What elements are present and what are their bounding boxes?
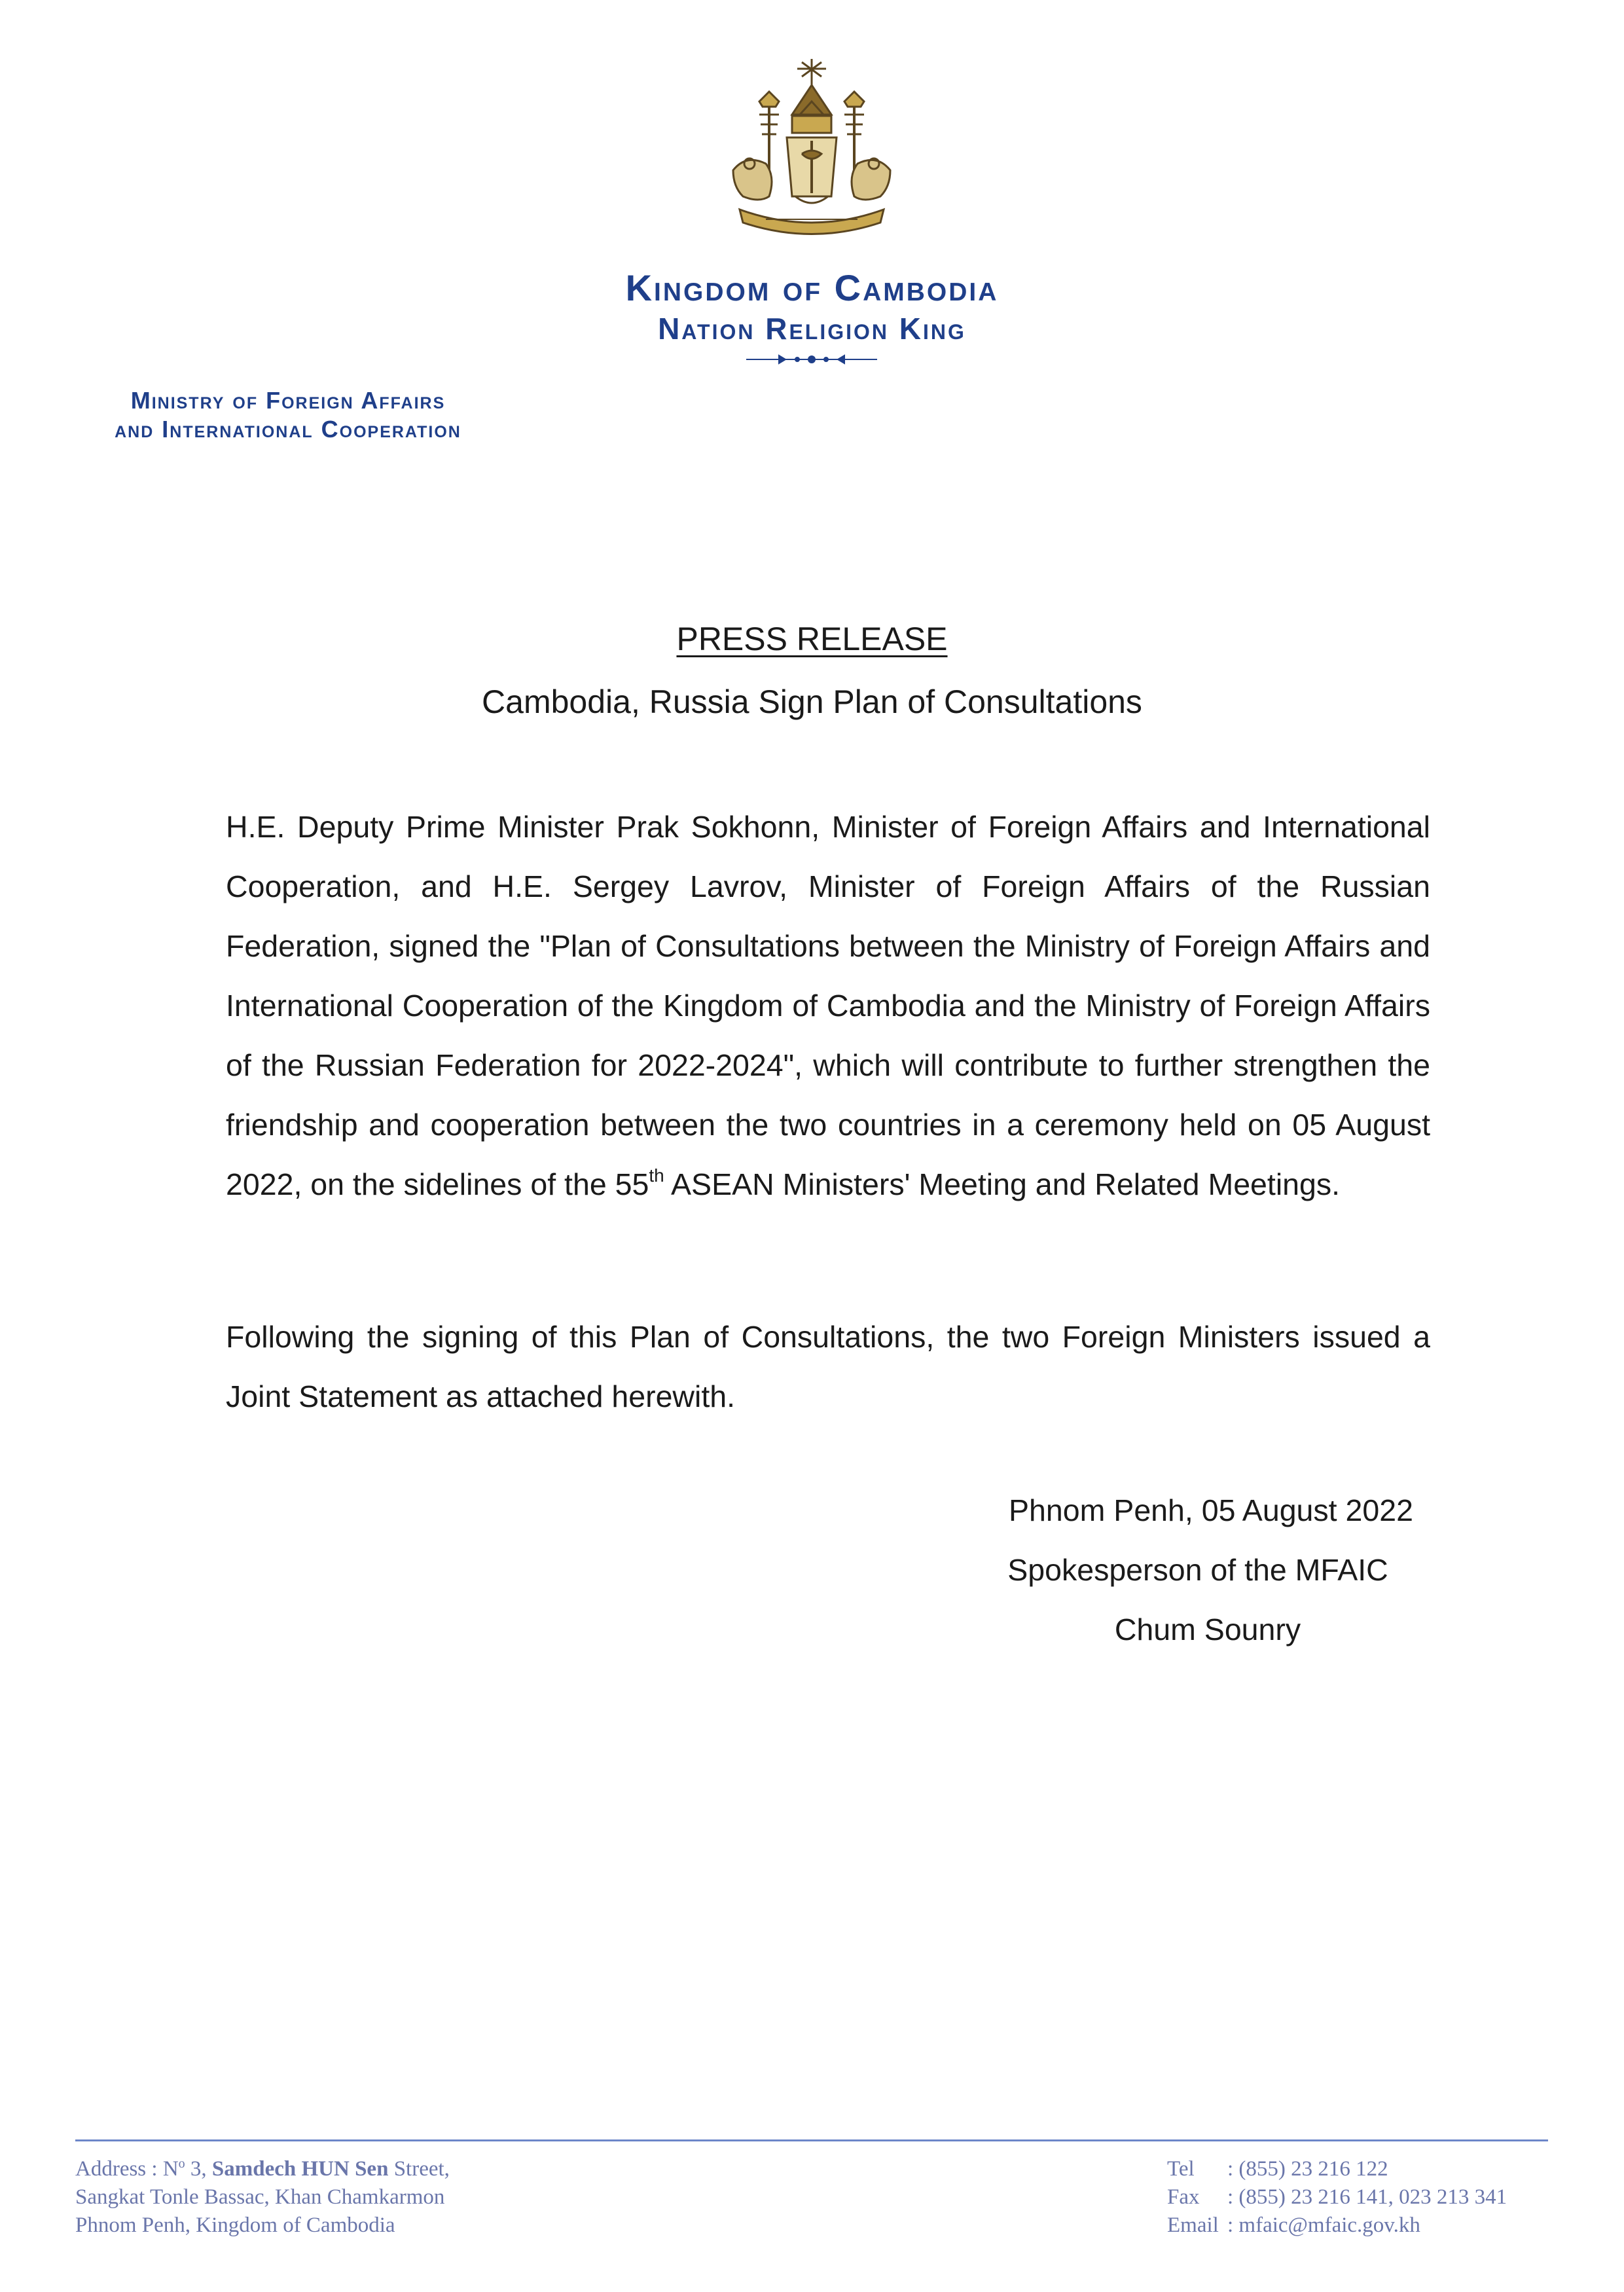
ordinal-suffix: th bbox=[649, 1165, 664, 1186]
ministry-name-line2: and International Cooperation bbox=[115, 416, 461, 443]
ornament-divider-icon bbox=[740, 352, 884, 367]
fax-label: Fax bbox=[1167, 2185, 1200, 2209]
signature-place-date: Phnom Penh, 05 August 2022 bbox=[1009, 1493, 1413, 1527]
footer-contact bbox=[1167, 2155, 1586, 2240]
address-street: Samdech HUN Sen bbox=[211, 2157, 389, 2181]
press-release-label: PRESS RELEASE bbox=[676, 621, 948, 657]
address-line-3: Phnom Penh, Kingdom of Cambodia bbox=[75, 2213, 395, 2237]
tel-label: Tel bbox=[1167, 2157, 1195, 2181]
address-number-sup: o bbox=[178, 2156, 185, 2171]
tel-value: : (855) 23 216 122 bbox=[1227, 2157, 1388, 2181]
paragraph-1-tail: ASEAN Ministers' Meeting and Related Meetings. bbox=[664, 1167, 1341, 1201]
address-number: 3, bbox=[185, 2157, 212, 2181]
paragraph-1-text: H.E. Deputy Prime Minister Prak Sokhonn, Minister of Foreign Affairs and International Cooperation, and H.E. Sergey Lavrov, Minister of Foreign Affairs of the Russian Federation, signed the "Plan of Consultations between the Ministry of Foreign Affairs and International Cooperation of the Kingdom of Cambodia and the Ministry of Foreign Affairs of the Russian Federation for 2022-2024", which will contribute to further strengthen the friendship and cooperation between the two countries in a ceremony held on 05 August 2022, on the sidelines of the 55 bbox=[226, 810, 1430, 1201]
royal-coat-of-arms-icon bbox=[713, 56, 910, 246]
fax-value: : (855) 23 216 141, 023 213 341 bbox=[1227, 2185, 1507, 2209]
country-title: Kingdom of Cambodia bbox=[625, 267, 999, 308]
contact-fax bbox=[1167, 2183, 1586, 2211]
signature-role: Spokesperson of the MFAIC bbox=[1007, 1553, 1388, 1587]
address-line-1 bbox=[75, 2155, 664, 2183]
signature-name: Chum Sounry bbox=[1114, 1612, 1301, 1646]
ministry-name-line1: Ministry of Foreign Affairs bbox=[130, 387, 446, 414]
document-subtitle: Cambodia, Russia Sign Plan of Consultations bbox=[482, 683, 1142, 720]
contact-tel bbox=[1167, 2155, 1586, 2183]
body-paragraph-2: Following the signing of this Plan of Consultations, the two Foreign Ministers issued a Joint Statement as attached herewith. bbox=[226, 1320, 1430, 1413]
address-street-suffix: Street, bbox=[388, 2157, 450, 2181]
footer-address bbox=[75, 2155, 664, 2240]
email-value: : mfaic@mfaic.gov.kh bbox=[1227, 2213, 1420, 2237]
body-paragraph-1 bbox=[226, 797, 1430, 1214]
footer-divider bbox=[75, 2139, 1548, 2141]
email-label: Email bbox=[1167, 2213, 1219, 2237]
contact-email bbox=[1167, 2211, 1586, 2240]
address-line-2: Sangkat Tonle Bassac, Khan Chamkarmon bbox=[75, 2185, 445, 2209]
national-motto: Nation Religion King bbox=[658, 312, 966, 346]
document-heading bbox=[0, 618, 1624, 660]
address-prefix: Address : N bbox=[75, 2157, 179, 2181]
